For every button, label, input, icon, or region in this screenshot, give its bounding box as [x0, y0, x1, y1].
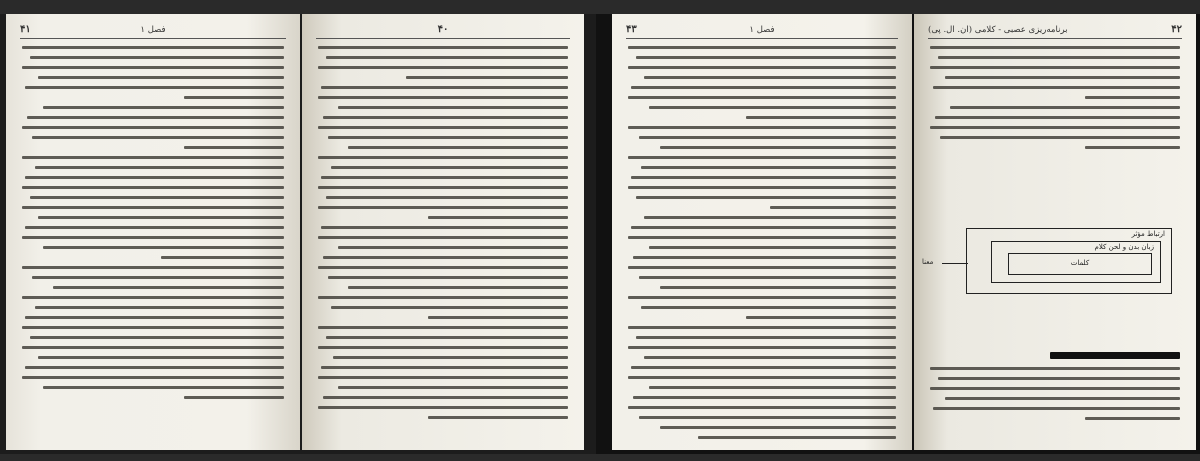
- text-line: [22, 46, 284, 49]
- text-line: [184, 146, 284, 149]
- page-header: [20, 22, 286, 39]
- text-line: [318, 66, 568, 69]
- text-line: [30, 336, 284, 339]
- text-line: [628, 406, 896, 409]
- page-header: [626, 22, 898, 39]
- text-line: [639, 136, 896, 139]
- text-line: [333, 356, 568, 359]
- page-header: [316, 22, 570, 39]
- text-line: [631, 226, 896, 229]
- text-line: [328, 136, 568, 139]
- text-line: [628, 326, 896, 329]
- page-43: [612, 14, 912, 450]
- text-line: [22, 206, 284, 209]
- text-line: [628, 96, 896, 99]
- text-line: [746, 116, 896, 119]
- text-line: [161, 256, 284, 259]
- text-line: [326, 56, 569, 59]
- text-line: [25, 316, 284, 319]
- text-line: [628, 126, 896, 129]
- text-line: [950, 106, 1180, 109]
- text-line: [338, 246, 568, 249]
- text-line: [770, 206, 896, 209]
- chapter-title: فصل ۱: [140, 25, 166, 35]
- text-line: [321, 176, 569, 179]
- page-number: ۴۱: [20, 24, 31, 35]
- text-line: [38, 356, 284, 359]
- text-line: [631, 366, 896, 369]
- text-line: [323, 396, 568, 399]
- text-line: [43, 246, 284, 249]
- text-line: [35, 306, 284, 309]
- body-text: [318, 46, 568, 426]
- text-line: [318, 96, 568, 99]
- text-line: [628, 236, 896, 239]
- body-text-top: [930, 46, 1180, 156]
- text-line: [633, 396, 896, 399]
- text-line: [22, 66, 284, 69]
- text-line: [35, 166, 284, 169]
- page-number: ۴۳: [626, 24, 637, 35]
- paragraph: [628, 46, 896, 119]
- text-line: [318, 126, 568, 129]
- paragraph: [628, 216, 896, 319]
- paragraph: [628, 126, 896, 209]
- pointer-line: [942, 263, 968, 264]
- text-line: [1085, 417, 1180, 420]
- text-line: [644, 76, 896, 79]
- text-line: [406, 76, 569, 79]
- text-line: [628, 296, 896, 299]
- text-line: [633, 256, 896, 259]
- text-line: [22, 126, 284, 129]
- text-line: [318, 376, 568, 379]
- text-line: [32, 276, 284, 279]
- paragraph: [930, 367, 1180, 420]
- text-line: [641, 306, 896, 309]
- text-line: [628, 266, 896, 269]
- text-line: [935, 116, 1180, 119]
- text-line: [318, 186, 568, 189]
- text-line: [326, 336, 569, 339]
- page-number: ۴۲: [1171, 24, 1182, 35]
- text-line: [22, 296, 284, 299]
- text-line: [628, 346, 896, 349]
- text-line: [25, 176, 284, 179]
- page-42: [914, 14, 1196, 450]
- text-line: [25, 226, 284, 229]
- section-heading: [930, 352, 1180, 367]
- body-text: [628, 46, 896, 446]
- text-line: [641, 166, 896, 169]
- body-text-bottom: [930, 367, 1180, 427]
- text-line: [636, 336, 896, 339]
- text-line: [428, 416, 568, 419]
- text-line: [698, 436, 896, 439]
- page-header: [928, 22, 1182, 39]
- text-line: [38, 216, 284, 219]
- text-line: [22, 186, 284, 189]
- text-line: [940, 136, 1180, 139]
- text-line: [318, 46, 568, 49]
- paragraph: [22, 106, 284, 149]
- text-line: [628, 66, 896, 69]
- inner-box-label: کلمات: [1070, 259, 1090, 267]
- text-line: [318, 326, 568, 329]
- text-line: [32, 136, 284, 139]
- text-line: [628, 46, 896, 49]
- text-line: [318, 406, 568, 409]
- text-line: [631, 176, 896, 179]
- text-line: [933, 407, 1181, 410]
- text-line: [331, 306, 569, 309]
- text-line: [938, 56, 1181, 59]
- text-line: [628, 376, 896, 379]
- text-line: [660, 426, 896, 429]
- inner-box: [1008, 253, 1152, 275]
- text-line: [38, 76, 284, 79]
- text-line: [930, 46, 1180, 49]
- text-line: [628, 156, 896, 159]
- paragraph: [930, 106, 1180, 149]
- text-line: [945, 397, 1180, 400]
- text-line: [328, 276, 568, 279]
- text-line: [428, 216, 568, 219]
- text-line: [22, 236, 284, 239]
- text-line: [43, 386, 284, 389]
- text-line: [649, 246, 896, 249]
- text-line: [639, 416, 896, 419]
- middle-box-label: زبان بدن و لحن کلام: [1094, 243, 1154, 251]
- text-line: [1085, 96, 1180, 99]
- text-line: [184, 96, 284, 99]
- text-line: [348, 146, 568, 149]
- text-line: [1085, 146, 1180, 149]
- text-line: [649, 386, 896, 389]
- text-line: [22, 326, 284, 329]
- text-line: [27, 116, 284, 119]
- text-line: [22, 266, 284, 269]
- paragraph: [930, 46, 1180, 99]
- text-line: [326, 196, 569, 199]
- section-heading-bar: [1050, 352, 1180, 359]
- text-line: [53, 286, 284, 289]
- text-line: [644, 356, 896, 359]
- text-line: [321, 226, 569, 229]
- text-line: [323, 256, 568, 259]
- text-line: [644, 216, 896, 219]
- paragraph: [318, 86, 568, 219]
- text-line: [636, 196, 896, 199]
- text-line: [318, 156, 568, 159]
- text-line: [318, 296, 568, 299]
- text-line: [660, 146, 896, 149]
- text-line: [933, 86, 1181, 89]
- paragraph: [318, 226, 568, 319]
- middle-box: [991, 241, 1161, 283]
- text-line: [22, 156, 284, 159]
- text-line: [930, 126, 1180, 129]
- text-line: [331, 166, 569, 169]
- text-line: [323, 116, 568, 119]
- body-text: [22, 46, 284, 406]
- text-line: [30, 56, 284, 59]
- text-line: [22, 346, 284, 349]
- text-line: [30, 196, 284, 199]
- text-line: [22, 376, 284, 379]
- text-line: [636, 56, 896, 59]
- text-line: [348, 286, 568, 289]
- text-line: [318, 346, 568, 349]
- text-line: [631, 86, 896, 89]
- paragraph: [318, 326, 568, 419]
- text-line: [43, 106, 284, 109]
- text-line: [318, 206, 568, 209]
- text-line: [428, 316, 568, 319]
- paragraph: [22, 46, 284, 99]
- paragraph: [318, 46, 568, 79]
- text-line: [930, 387, 1180, 390]
- page-40: [302, 14, 584, 450]
- text-line: [628, 186, 896, 189]
- text-line: [945, 76, 1180, 79]
- page-41: [6, 14, 300, 450]
- text-line: [660, 286, 896, 289]
- text-line: [938, 377, 1181, 380]
- chapter-title: برنامه‌ریزی عصبی - کلامی (ان. ال. پی): [928, 25, 1068, 35]
- text-line: [184, 396, 284, 399]
- chapter-title: فصل ۱: [749, 25, 775, 35]
- text-line: [321, 366, 569, 369]
- pointer-label: معنا: [922, 258, 934, 266]
- text-line: [649, 106, 896, 109]
- paragraph: [22, 156, 284, 259]
- text-line: [930, 367, 1180, 370]
- text-line: [321, 86, 569, 89]
- page-number: ۴۰: [437, 24, 449, 35]
- text-line: [318, 266, 568, 269]
- text-line: [930, 66, 1180, 69]
- paragraph: [628, 326, 896, 439]
- text-line: [25, 366, 284, 369]
- text-line: [338, 386, 568, 389]
- paragraph: [22, 266, 284, 399]
- text-line: [338, 106, 568, 109]
- outer-box-label: ارتباط مؤثر: [1131, 230, 1165, 238]
- text-line: [639, 276, 896, 279]
- text-line: [318, 236, 568, 239]
- text-line: [746, 316, 896, 319]
- communication-diagram: [966, 228, 1172, 294]
- text-line: [25, 86, 284, 89]
